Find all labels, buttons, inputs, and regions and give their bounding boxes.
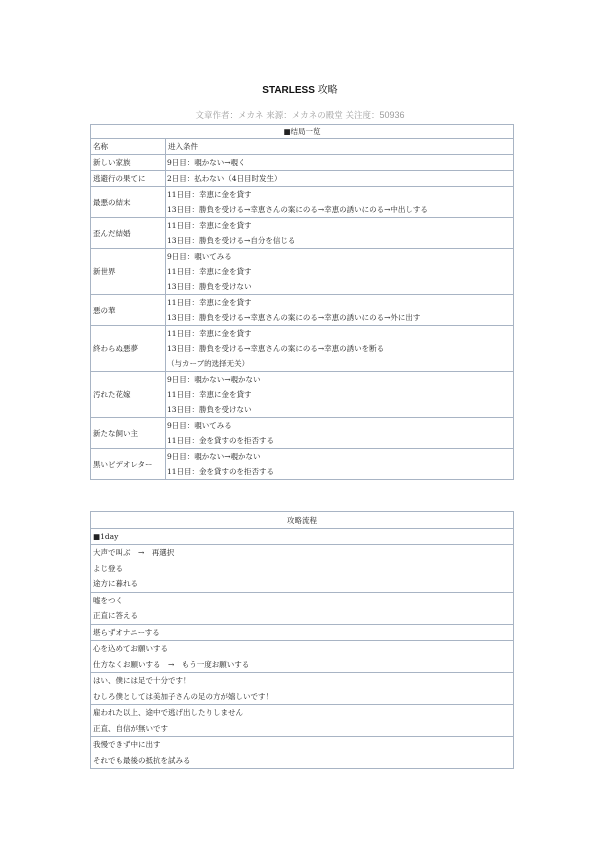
condition-line: 13日目：勝負を受ける→自分を信じる [167, 236, 296, 245]
choice-cell [91, 641, 514, 673]
ending-name: 汚れた花嫁 [91, 372, 166, 418]
ending-name: 新たな飼い主 [91, 418, 166, 449]
column-header-name: 名称 [91, 139, 166, 155]
ending-conditions [166, 372, 514, 418]
choice-cell [91, 737, 514, 769]
condition-line: 11日目：幸恵に金を貸す [167, 190, 252, 199]
choice-group [91, 592, 514, 624]
condition-line: 11日目：幸恵に金を貸す [167, 298, 252, 307]
choice-cell [91, 545, 514, 593]
condition-line: 2日目：払わない（4日目时发生） [167, 174, 282, 183]
choice-cell [91, 705, 514, 737]
condition-line: （与カーブ的选择无关） [167, 359, 250, 368]
choice-line: 仕方なくお願いする → もう一度お願いする [93, 659, 250, 669]
condition-line: 11日目：金を貸すのを拒否する [167, 467, 275, 476]
ending-name: 新しい家族 [91, 155, 166, 171]
ending-row [91, 418, 514, 449]
condition-line: 9日目：覗いてみる [167, 421, 232, 430]
ending-row [91, 171, 514, 187]
condition-line: 13日目：勝負を受ける→幸恵さんの案にのる→幸恵の誘いを断る [167, 344, 385, 353]
choice-line: 途方に暮れる [93, 579, 138, 588]
choice-line: 堪らずオナニーする [93, 627, 160, 637]
choice-line: むしろ僕としては美加子さんの足の方が嬉しいです！ [93, 691, 273, 701]
ending-name: 黒いビデオレター [91, 449, 166, 480]
column-header-condition: 进入条件 [166, 139, 514, 155]
choice-group [91, 545, 514, 593]
choice-line: 我慢できず中に出す [93, 740, 161, 749]
condition-line: 13日目：勝負を受けない [167, 405, 252, 414]
ending-conditions [166, 449, 514, 480]
choice-group [91, 705, 514, 737]
ending-conditions [166, 418, 514, 449]
walkthrough-title: 攻略流程 [91, 512, 514, 529]
ending-name: 歪んだ結婚 [91, 218, 166, 249]
condition-line: 11日目：幸恵に金を貸す [167, 390, 252, 399]
choice-line: はい、僕には足で十分です！ [93, 676, 191, 685]
ending-name: 終わらぬ悪夢 [91, 326, 166, 372]
ending-row [91, 155, 514, 171]
condition-line: 9日目：覗かない→覗く [167, 158, 246, 167]
condition-line: 13日目：勝負を受ける→幸恵さんの案にのる→幸恵の誘いにのる→外に出す [167, 313, 421, 322]
choice-group [91, 673, 514, 705]
ending-name: 最悪の結末 [91, 187, 166, 218]
endings-table-title: ■结局一览 [91, 125, 514, 139]
ending-conditions [166, 295, 514, 326]
author-name: メカネ [238, 111, 264, 121]
ending-name: 逃避行の果てに [91, 171, 166, 187]
ending-conditions [166, 218, 514, 249]
ending-name: 悪の華 [91, 295, 166, 326]
ending-row [91, 449, 514, 480]
ending-conditions [166, 249, 514, 295]
ending-row [91, 326, 514, 372]
choice-group [91, 737, 514, 769]
choice-group [91, 624, 514, 641]
condition-line: 13日目：勝負を受ける→幸恵さんの案にのる→幸恵の誘いにのる→中出しする [167, 205, 428, 214]
page-title: STARLESS 攻略 [262, 85, 338, 96]
choice-line: 心を込めてお願いする [93, 644, 168, 653]
day-label: ■1day [91, 529, 514, 545]
follow-count: 50936 [379, 110, 405, 120]
condition-line: 11日目：幸恵に金を貸す [167, 221, 252, 230]
choice-line: それでも最後の抵抗を試みる [93, 755, 191, 765]
choice-cell [91, 592, 514, 624]
ending-conditions [166, 171, 514, 187]
choice-cell [91, 673, 514, 705]
ending-row [91, 249, 514, 295]
source-name: メカネの殿堂 [291, 111, 343, 121]
walkthrough-table [90, 511, 514, 769]
ending-row [91, 372, 514, 418]
condition-line: 11日目：幸恵に金を貸す [167, 329, 252, 338]
ending-row [91, 187, 514, 218]
choice-line: 嘘をつく [93, 595, 123, 605]
ending-conditions [166, 187, 514, 218]
ending-row [91, 218, 514, 249]
article-meta: 文章作者：メカネ 来源：メカネの殿堂 关注度：50936 [195, 110, 405, 121]
condition-line: 9日目：覗かない→覗かない [167, 375, 261, 384]
choice-line: 雇われた以上、途中で逃げ出したりしません [93, 708, 243, 717]
condition-line: 9日目：覗かない→覗かない [167, 452, 261, 461]
condition-line: 13日目：勝負を受けない [167, 282, 252, 291]
condition-line: 11日目：金を貸すのを拒否する [167, 436, 275, 445]
ending-conditions [166, 326, 514, 372]
ending-name: 新世界 [91, 249, 166, 295]
choice-line: 正直、自信が無いです [93, 723, 168, 733]
condition-line: 11日目：幸恵に金を貸す [167, 267, 252, 276]
endings-table [90, 124, 514, 480]
choice-line: 正直に答える [93, 611, 138, 620]
choice-line: よじ登る [93, 563, 123, 573]
choice-group [91, 641, 514, 673]
choice-cell [91, 624, 514, 641]
ending-conditions [166, 155, 514, 171]
ending-row [91, 295, 514, 326]
condition-line: 9日目：覗いてみる [167, 252, 232, 261]
choice-line: 大声で叫ぶ → 再選択 [93, 548, 175, 557]
